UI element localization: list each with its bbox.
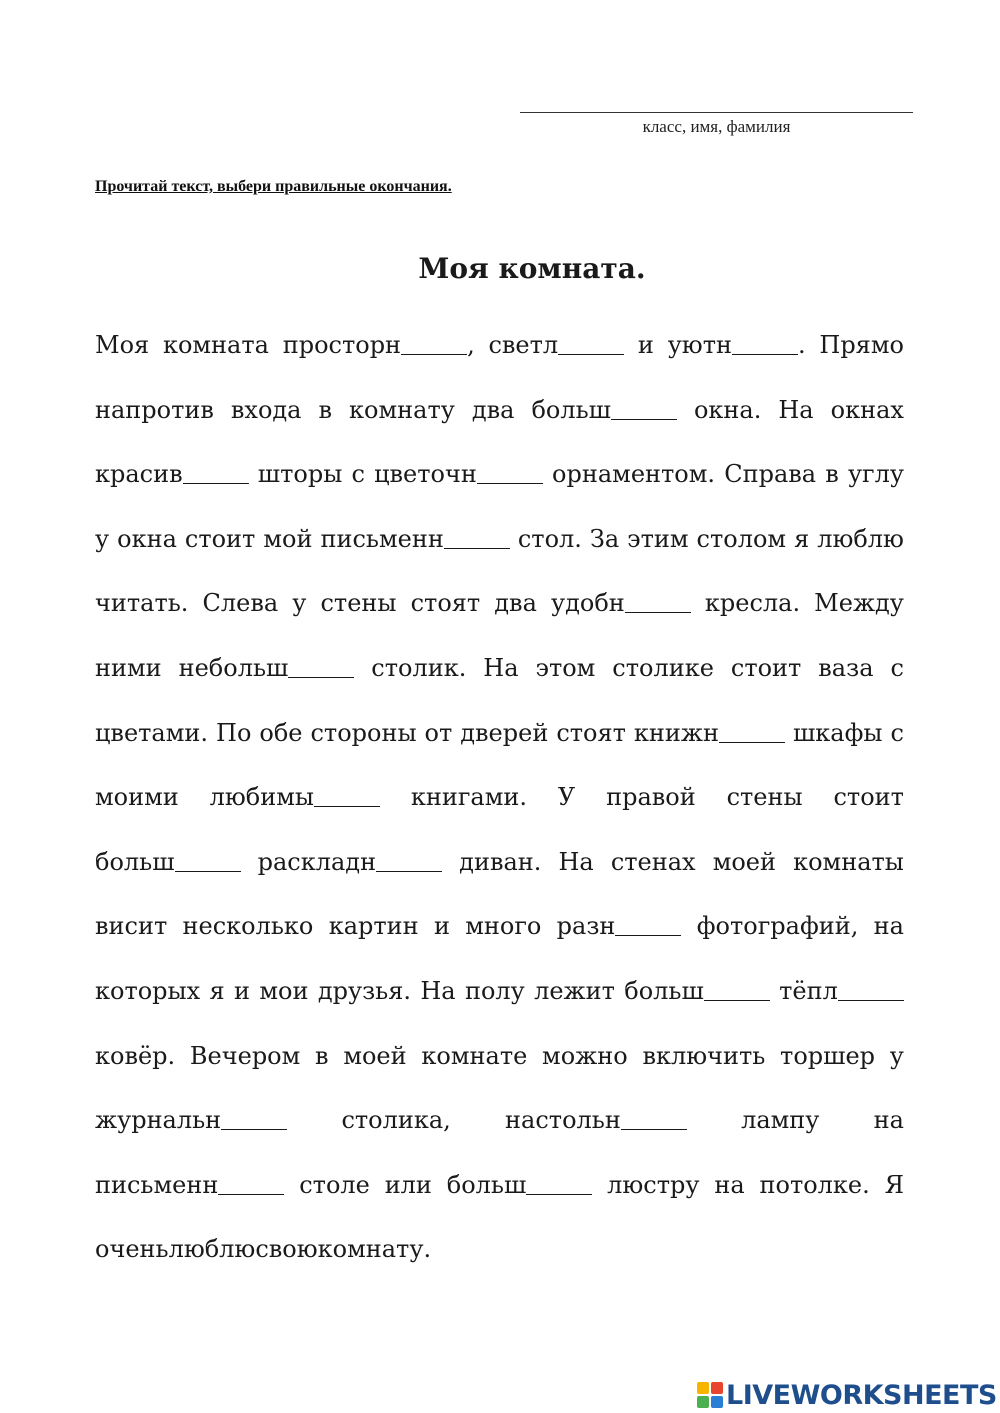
text-line	[95, 782, 904, 812]
word: два	[494, 589, 537, 617]
word: в	[318, 396, 333, 424]
word: или	[384, 1171, 432, 1199]
page-title: Моя комната.	[418, 252, 646, 285]
answer-blank[interactable]	[218, 1173, 284, 1195]
answer-blank[interactable]	[444, 527, 510, 549]
word: картин	[328, 912, 419, 940]
word: комнаты	[793, 848, 904, 876]
text-line	[95, 653, 904, 683]
word: моими	[95, 783, 179, 811]
answer-blank[interactable]	[838, 979, 904, 1001]
logo-text: LIVEWORKSHEETS	[726, 1379, 997, 1411]
answer-blank[interactable]	[621, 1108, 687, 1130]
word: Прямо	[819, 331, 904, 359]
text-line	[95, 911, 904, 941]
word: много	[465, 912, 542, 940]
answer-blank[interactable]	[401, 333, 467, 355]
word: комната	[162, 331, 269, 359]
word: правой	[606, 783, 696, 811]
instruction: Прочитай текст, выбери правильные окончания.	[95, 178, 452, 195]
word: письменн	[320, 524, 509, 554]
word: На	[778, 396, 814, 424]
text-line	[95, 588, 904, 618]
word: на	[873, 1106, 904, 1134]
word: больш	[95, 847, 241, 877]
word: торшер	[780, 1042, 876, 1070]
word: на	[714, 1171, 745, 1199]
word: и	[637, 331, 654, 359]
text-line	[95, 330, 904, 360]
logo-square-3	[697, 1396, 709, 1408]
word: стенах	[610, 848, 696, 876]
word: журнальн	[95, 1105, 287, 1135]
word: у	[292, 589, 307, 617]
answer-blank[interactable]	[526, 1173, 592, 1195]
word: и	[234, 977, 251, 1005]
word: Я	[884, 1171, 904, 1199]
answer-blank[interactable]	[175, 850, 241, 872]
word: больш	[624, 976, 770, 1006]
word: больш	[531, 395, 677, 425]
answer-blank[interactable]	[615, 914, 681, 936]
answer-blank[interactable]	[477, 462, 543, 484]
logo-square-2	[711, 1382, 723, 1394]
word: столике	[612, 654, 714, 682]
word: люстру	[607, 1171, 700, 1199]
word: кресла.	[704, 589, 801, 617]
signature-line	[520, 112, 913, 113]
text-line	[95, 395, 904, 425]
word: в	[825, 460, 839, 488]
word: окнах	[830, 396, 904, 424]
text-line	[95, 1170, 904, 1200]
liveworksheets-logo	[697, 1378, 997, 1412]
word: можно	[542, 1042, 628, 1070]
word: с	[351, 460, 365, 488]
word: диван.	[459, 848, 542, 876]
word: в	[315, 1042, 329, 1070]
word: этом	[535, 654, 596, 682]
word: письменн	[95, 1170, 284, 1200]
word: и	[433, 912, 450, 940]
word: красив	[95, 459, 249, 489]
word: полу	[464, 977, 525, 1005]
text-line	[95, 718, 904, 748]
word: Справа	[724, 460, 817, 488]
word: ваза	[818, 654, 874, 682]
word: люблю	[817, 525, 904, 553]
word: я	[209, 977, 225, 1005]
word: стороны	[310, 719, 417, 747]
answer-blank[interactable]	[625, 591, 691, 613]
answer-blank[interactable]	[183, 462, 249, 484]
word: раскладн	[258, 847, 442, 877]
word: стоит	[730, 654, 802, 682]
word: ковёр.	[95, 1042, 176, 1070]
word: столик.	[371, 654, 467, 682]
word: настольн	[505, 1105, 687, 1135]
word: два	[471, 396, 515, 424]
word: По	[216, 719, 252, 747]
word: у	[889, 1042, 904, 1070]
word: На	[558, 848, 594, 876]
text-line	[95, 524, 904, 554]
answer-blank[interactable]	[314, 785, 380, 807]
word: мой	[263, 525, 313, 553]
answer-blank[interactable]	[288, 656, 354, 678]
word: столе	[299, 1171, 370, 1199]
logo-square-1	[697, 1382, 709, 1394]
word: которых	[95, 977, 201, 1005]
word: На	[483, 654, 519, 682]
signature-caption: класс, имя, фамилия	[642, 117, 791, 136]
word: читать.	[95, 589, 189, 617]
word: обе	[259, 719, 303, 747]
word: фотографий,	[696, 912, 859, 940]
word: стоят	[556, 719, 626, 747]
answer-blank[interactable]	[558, 333, 624, 355]
word: книгами.	[410, 783, 528, 811]
word: Слева	[202, 589, 279, 617]
word: висит	[95, 912, 168, 940]
word: комнату.	[317, 1235, 432, 1263]
word: У	[557, 783, 576, 811]
word: несколько	[182, 912, 314, 940]
word: лампу	[741, 1106, 820, 1134]
word: комнате	[421, 1042, 528, 1070]
word: Моя	[95, 331, 150, 359]
word: столом	[696, 525, 787, 553]
answer-blank[interactable]	[611, 398, 677, 420]
word: окна	[117, 525, 177, 553]
word: потолке.	[759, 1171, 870, 1199]
word: цветами.	[95, 719, 209, 747]
word: окна.	[693, 396, 762, 424]
word: мои	[259, 977, 309, 1005]
logo-square-4	[711, 1396, 723, 1408]
word: люблю	[168, 1235, 256, 1263]
liveworksheets-logo-icon	[697, 1382, 723, 1408]
word: шторы	[257, 460, 343, 488]
word: на	[873, 912, 904, 940]
word: у	[95, 525, 110, 553]
answer-blank[interactable]	[376, 850, 442, 872]
word: удобн	[551, 588, 691, 618]
word: я	[794, 525, 810, 553]
word: ними	[95, 654, 162, 682]
word: Вечером	[189, 1042, 301, 1070]
word: стены	[726, 783, 803, 811]
word: цветочн	[374, 459, 543, 489]
word: стоят	[410, 589, 481, 617]
word: На	[420, 977, 456, 1005]
word: с	[890, 654, 904, 682]
text-line	[95, 459, 904, 489]
word: шкафы	[792, 719, 883, 747]
word: светл	[488, 330, 624, 360]
word: этим	[627, 525, 689, 553]
text-line	[95, 847, 904, 877]
word: тёпл	[779, 976, 904, 1006]
word: углу	[847, 460, 904, 488]
word: свою	[255, 1235, 318, 1263]
word: столика,	[341, 1106, 451, 1134]
word: друзья.	[317, 977, 412, 1005]
word: больш	[447, 1170, 593, 1200]
text-line	[95, 1041, 904, 1071]
answer-blank[interactable]	[732, 333, 798, 355]
word: стол.	[517, 525, 582, 553]
word: очень	[95, 1235, 169, 1263]
word: книжн	[634, 718, 785, 748]
word: орнаментом.	[552, 460, 716, 488]
word: любимы	[210, 782, 380, 812]
word: комнату	[349, 396, 455, 424]
answer-blank[interactable]	[704, 979, 770, 1001]
word: стоит	[833, 783, 904, 811]
word: разн	[557, 911, 682, 941]
word: от	[424, 719, 453, 747]
text-line	[95, 1234, 904, 1264]
word: лежит	[534, 977, 615, 1005]
word: моей	[712, 848, 777, 876]
word: дверей	[460, 719, 549, 747]
word: небольш	[179, 653, 355, 683]
answer-blank[interactable]	[221, 1108, 287, 1130]
word: просторн ,	[282, 331, 475, 359]
word: моей	[343, 1042, 407, 1070]
word: стоит	[184, 525, 256, 553]
text-line	[95, 976, 904, 1006]
word: напротив	[95, 396, 214, 424]
text-line	[95, 1105, 904, 1135]
word: с	[890, 719, 904, 747]
word: Между	[814, 589, 904, 617]
word: входа	[230, 396, 302, 424]
word: За	[589, 525, 620, 553]
word: включить	[642, 1042, 766, 1070]
word: стены	[320, 589, 397, 617]
answer-blank[interactable]	[719, 721, 785, 743]
word: уютн .	[667, 331, 806, 359]
